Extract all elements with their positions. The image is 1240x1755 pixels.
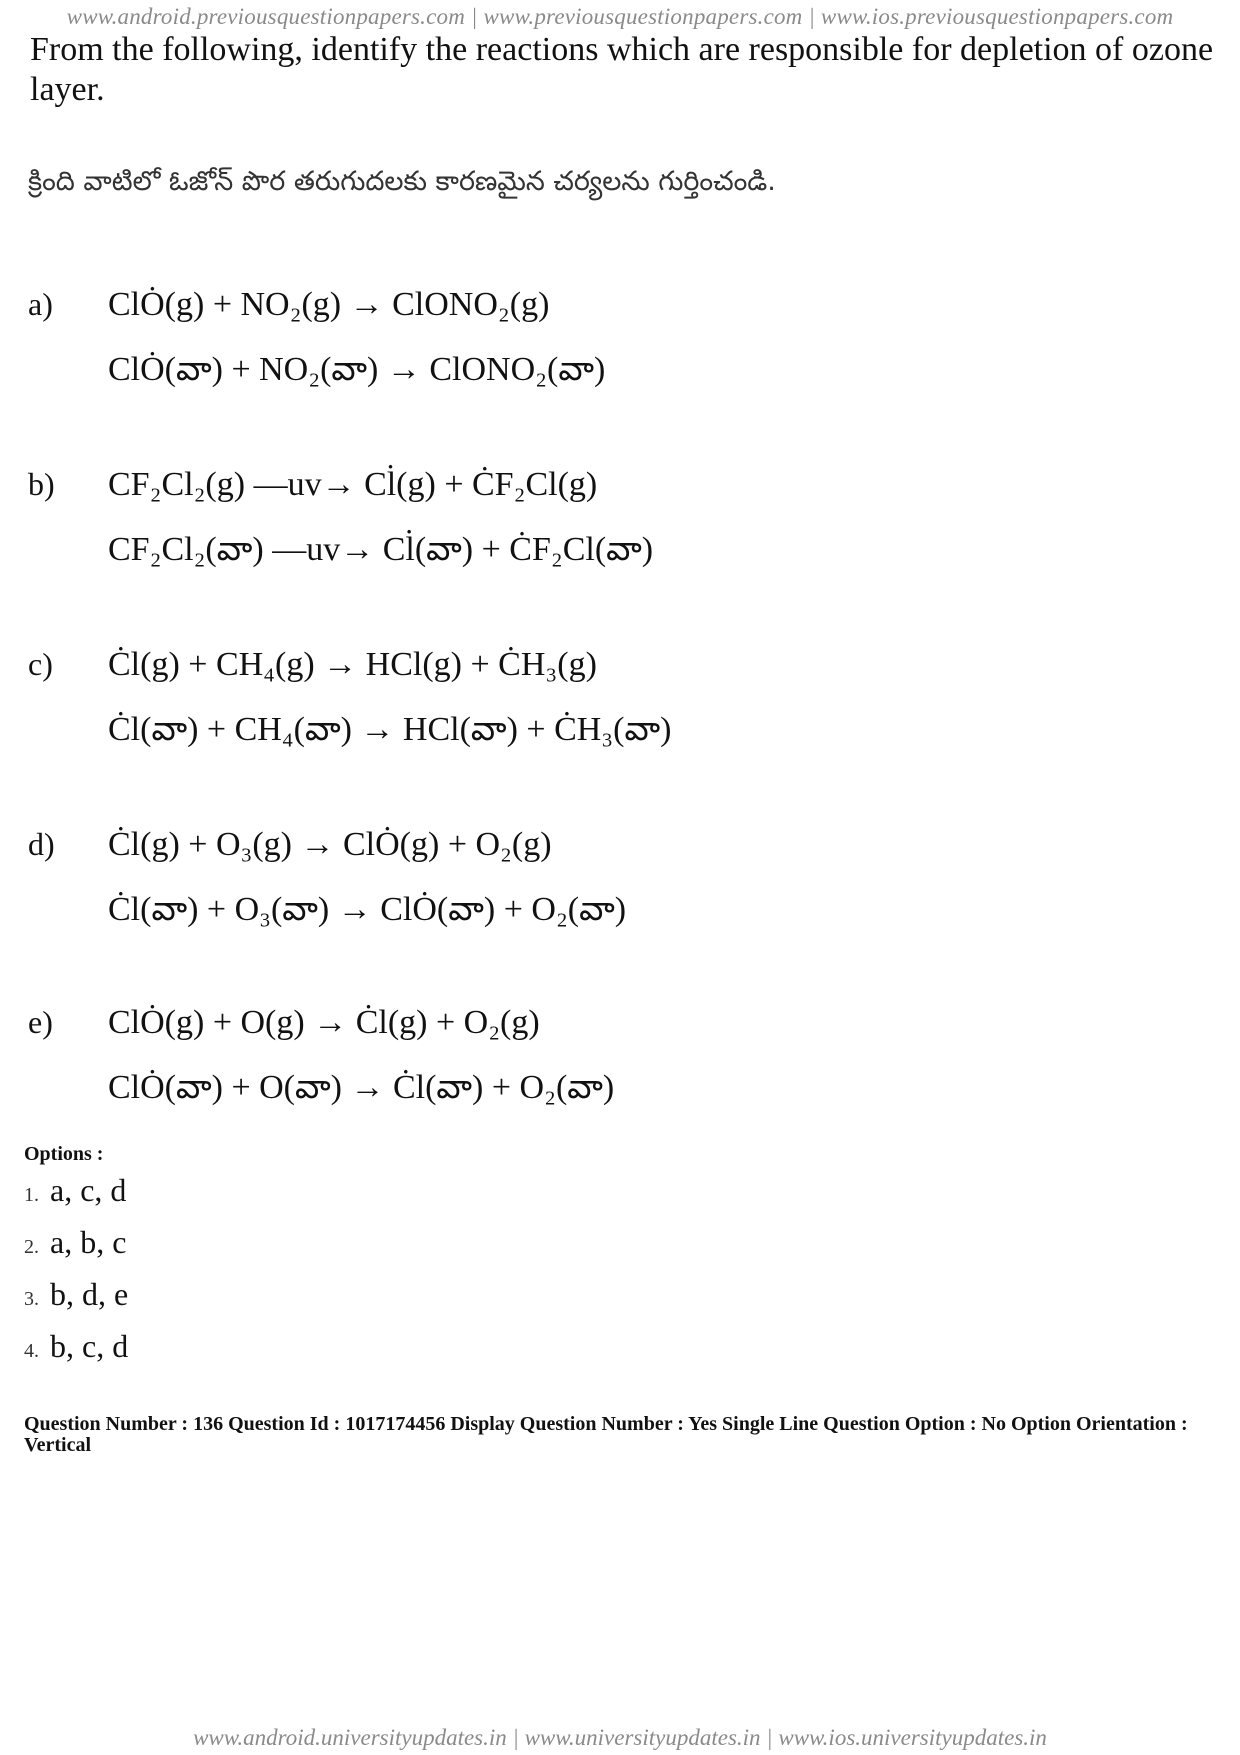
reaction-equation-telugu: ClȮ(వా) + NO₂(వా) → ClONO₂(వా) — [108, 351, 606, 388]
reaction-equation-telugu: ClȮ(వా) + O(వా) → Ċl(వా) + O₂(వా) — [108, 1069, 615, 1106]
option-number: 4. — [24, 1340, 39, 1362]
reaction-equation-gas: ClȮ(g) + NO₂(g) → ClONO₂(g) — [108, 286, 550, 323]
reaction-equation-telugu: CF₂Cl₂(వా) —uv→ Cl̇(వా) + ĊF₂Cl(వా) — [108, 531, 654, 568]
reaction-equation-gas: Ċl(g) + CH₄(g) → HCl(g) + ĊH₃(g) — [108, 646, 597, 683]
reaction-equation-gas: Ċl(g) + O₃(g) → ClȮ(g) + O₂(g) — [108, 826, 552, 863]
reaction-letter: c) — [28, 646, 53, 682]
option-text: a, c, d — [50, 1172, 127, 1208]
question-text-telugu: క్రింది వాటిలో ఓజోన్ పొర తరుగుదలకు కారణమైన చర్యలను గుర్తించండి. — [28, 166, 776, 197]
option-2[interactable] — [24, 1224, 126, 1261]
option-text: b, c, d — [50, 1328, 129, 1364]
option-number: 1. — [24, 1184, 39, 1206]
reaction-letter: a) — [28, 286, 53, 322]
option-number: 2. — [24, 1236, 39, 1258]
option-4[interactable] — [24, 1328, 128, 1365]
header-watermark-links: www.android.previousquestionpapers.com | www.previousquestionpapers.com | www.ios.previousquestionpapers.com — [66, 4, 1174, 29]
option-number: 3. — [24, 1288, 39, 1310]
reaction-letter: d) — [28, 826, 55, 862]
footer-watermark-links: www.android.universityupdates.in | www.universityupdates.in | www.ios.universityupdates.in — [193, 1725, 1047, 1750]
reaction-equation-telugu: Ċl(వా) + CH₄(వా) → HCl(వా) + ĊH₃(వా) — [108, 711, 672, 748]
option-1[interactable] — [24, 1172, 126, 1209]
reaction-equation-gas: CF₂Cl₂(g) —uv→ Cl̇(g) + ĊF₂Cl(g) — [108, 466, 598, 503]
reaction-letter: e) — [28, 1004, 53, 1040]
option-text: b, d, e — [50, 1276, 129, 1312]
option-3[interactable] — [24, 1276, 128, 1313]
question-text-english: From the following, identify the reactions which are responsible for depletion of ozone layer. — [30, 31, 1214, 108]
reaction-letter: b) — [28, 466, 55, 502]
option-text: a, b, c — [50, 1224, 127, 1260]
reaction-equation-gas: ClȮ(g) + O(g) → Ċl(g) + O₂(g) — [108, 1004, 540, 1041]
reaction-equation-telugu: Ċl(వా) + O₃(వా) → ClȮ(వా) + O₂(వా) — [108, 891, 627, 928]
options-label: Options : — [24, 1143, 104, 1165]
question-metadata: Question Number : 136 Question Id : 1017174456 Display Question Number : Yes Single Line Question Option : No Option Orientation : Vertical — [24, 1413, 1188, 1456]
